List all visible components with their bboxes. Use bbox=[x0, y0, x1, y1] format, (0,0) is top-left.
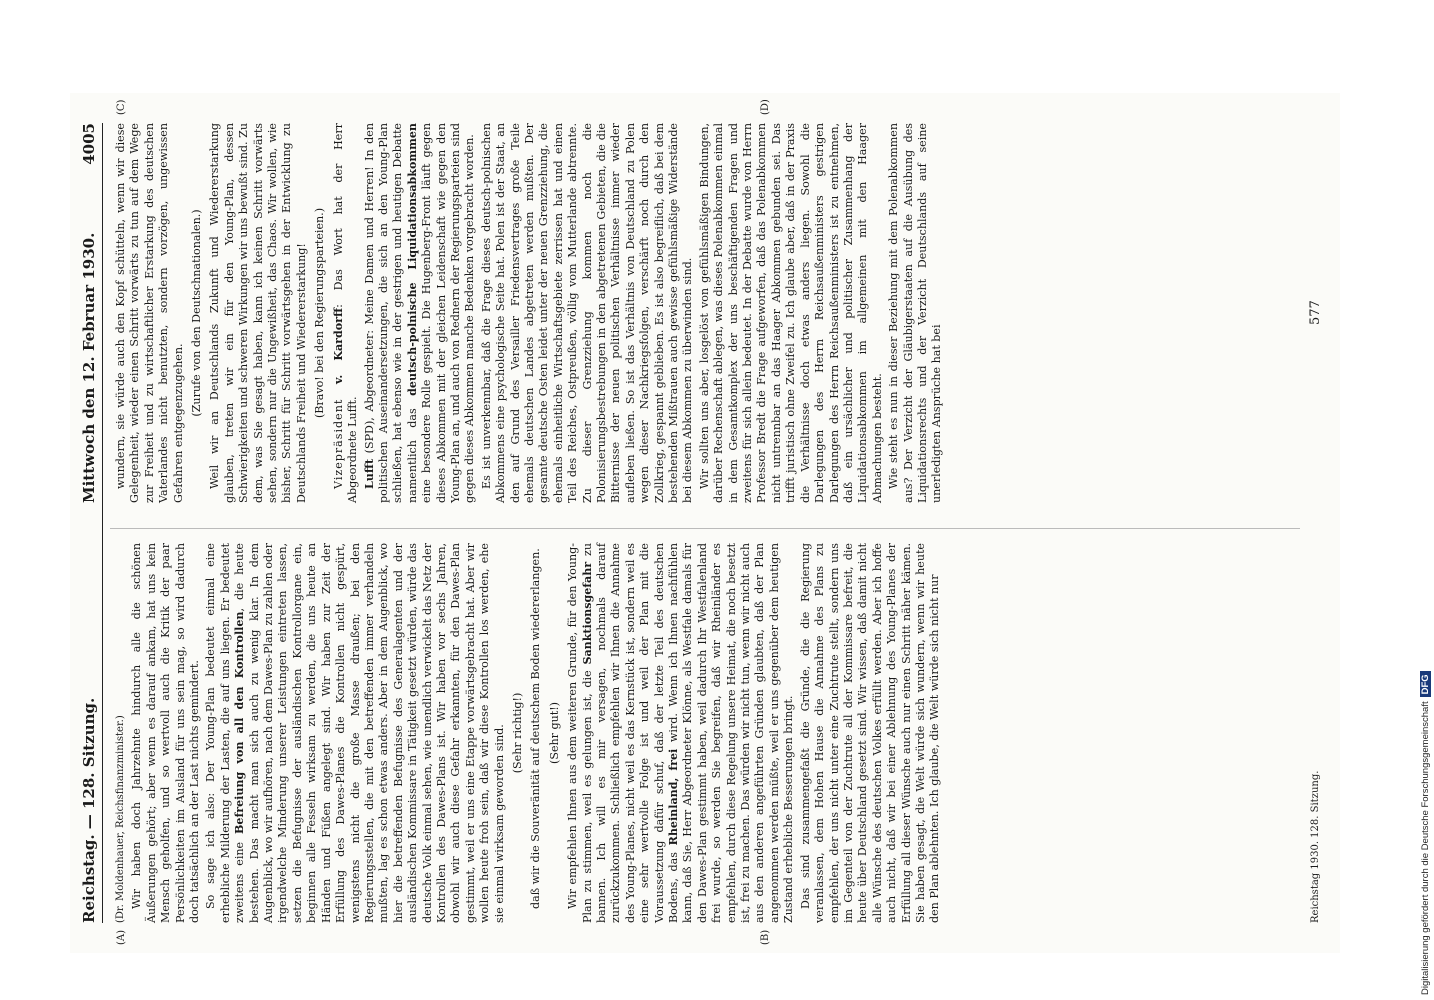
page-header bbox=[76, 123, 103, 923]
column-divider bbox=[110, 528, 1300, 529]
emphasis: Befreiung von all den Kontrollen bbox=[233, 611, 247, 834]
paragraph: daß wir die Souveränität auf deutschem Boden wiedererlangen. bbox=[529, 548, 543, 909]
interjection: (Bravo! bei den Regierungsparteien.) bbox=[313, 207, 327, 419]
emphasis: Sanktionsgefahr bbox=[580, 561, 594, 665]
paragraph: Es ist unverkennbar, daß die Frage dieses deutsch-polnischen Abkommens eine psychologische Seite hat. Polen ist der Staat, an den auf Grund des Versailler Friedensvertrages große Teile ehemals deutschen Landes abgetreten werden mußten. Der gesamte deutsche Osten leidet unter der neuen Grenzziehung, die ehemals einheitliche Wirtschaftsgebiete zerrissen hat und einen Teil des Reiches, Ostpreußen, völlig vom Mutterlande abtrennte. Zu dieser Grenzziehung kommen noch die Polonisierungsbestrebungen in den abgetretenen Gebieten, die die Bitternisse der neuen politischen Verhältnisse immer wieder aufleben ließen. So ist das Verhältnis von Deutschland zu Polen wegen dieser Nachkriegsfolgen, verschärft noch durch den Zollkrieg, gespannt geblieben. Es ist also begreiflich, daß bei dem bestehenden Mißtrauen auch gewisse gefühlsmäßige Widerstände bei diesem Abkommen zu überwinden sind. bbox=[479, 123, 695, 503]
interjection: (Zurufe von den Deutschnationalen.) bbox=[190, 209, 204, 417]
paragraph: Vizepräsident v. Kardorff: Das Wort hat der Herr Abgeordnete Lufft. bbox=[331, 123, 360, 503]
interjection: (Sehr gut!) bbox=[547, 702, 561, 764]
paragraph: Das sind zusammengefaßt die Gründe, die die Regierung veranlassen, dem Hohen Hause die Annahme des Plans zu empfehlen, der uns nicht unter eine Zuchtrute stellt, sondern uns im Gegenteil von der Zuchtrute all der Kommissare befreit, die heute über Deutschland gesetzt sind. Wir wissen, daß damit nicht alle Wünsche des deutschen Volkes erfüllt werden. Aber ich hoffe auch nicht, daß wir bei einer Ablehnung des Young-Planes der Erfüllung all dieser Wünsche auch nur einen Schritt näher kämen. Sie haben gesagt, die Welt würde sich wundern, wenn wir heute den Plan ablehnten. Ich glaube, die Welt würde sich nicht nur bbox=[798, 543, 942, 923]
margin-mark-b: (B) bbox=[760, 929, 771, 945]
emphasis: deutsch-polnische Liquidationsabkommen bbox=[405, 123, 419, 396]
left-column bbox=[114, 543, 945, 923]
digitization-credit bbox=[1420, 10, 1431, 995]
right-column bbox=[114, 123, 947, 503]
footer-page-number: 577 bbox=[1308, 300, 1323, 325]
emphasis: Rheinland, frei bbox=[667, 748, 681, 846]
paragraph: Lufft (SPD), Abgeordneter: Meine Damen und Herren! In den politischen Auseinandersetzungen, die sich an den Young-Plan schließen, hat ebenso wie in der gestrigen und heutigen Debatte namentlich das deutsch-polnische Liquidationsabkommen eine besondere Rolle gespielt. Die Hugenberg-Front läuft gegen dieses Abkommen mit der gleichen Leidenschaft wie gegen den Young-Plan an, und auch von Rednern der Regierungsparteien sind gegen dieses Abkommen manche Bedenken vorgebracht worden. bbox=[362, 123, 477, 503]
margin-mark-a: (A) bbox=[116, 929, 127, 945]
header-page-number: 4005 bbox=[80, 123, 98, 165]
paragraph: So sage ich also: Der Young-Plan bedeutet einmal eine erhebliche Milderung der Lasten, die auf uns liegen. Er bedeutet zweitens eine Befreiung von all den Kontrollen, die heute bestehen. Das macht man sich auch zu wenig klar. In dem Augenblick, wo wir aufhören, nach dem Dawes-Plan zu zahlen oder irgendwelche Minderung unserer Leistungen eintreten lassen, setzen die Befugnisse der ausländischen Kontrollorgane ein, beginnen alle Fesseln wirksam zu werden, die uns heute an Händen und Füßen angelegt sind. Wir haben zur Zeit der Erfüllung des Dawes-Planes die Kontrollen nicht gespürt, wenigstens nicht die große Masse draußen; bei den Regierungsstellen, die mit den betreffenden immer verhandeln mußten, lag es schon etwas anders. Aber in dem Augenblick, wo hier die betreffenden Befugnisse des Generalagenten und der ausländischen Kommissare in Tätigkeit gesetzt würden, würde das deutsche Volk einmal sehen, wie unendlich verwickelt das Netz der Kontrollen des Dawes-Plans ist. Wir haben vor sechs Jahren, obwohl wir auch diese Gefahr erkannten, für den Dawes-Plan gestimmt, weil er uns eine Etappe vorwärtsgebracht hat. Aber wir wollen heute froh sein, daß wir diese Kontrollen los werden, ehe sie einmal wirksam geworden sind. bbox=[204, 543, 506, 923]
paragraph: Wie steht es nun in dieser Beziehung mit dem Polenabkommen aus? Der Verzicht der Gläubigerstaaten auf die Ausübung des Liquidationsrechts und der Verzicht Deutschlands auf seine unerledigten Ansprüche hat bei bbox=[887, 123, 944, 503]
speaker-name: Lufft bbox=[362, 458, 376, 489]
margin-mark-d: (D) bbox=[760, 99, 771, 115]
paragraph: Wir empfehlen Ihnen aus dem weiteren Grunde, für den Young-Plan zu stimmen, weil es gelungen ist, die Sanktionsgefahr zu bannen. Ich will es mir versagen, nochmals darauf zurückzukommen. Schließlich empfehlen wir Ihnen die Annahme des Young-Planes, nicht weil es das Kernstück ist, sondern weil es eine sehr wertvolle Folge ist und weil der Plan mit die Voraussetzung dafür schuf, daß der letzte Teil des deutschen Bodens, das Rheinland, frei wird. Wenn ich Ihnen nachfühlen kann, daß Sie, Herr Abgeordneter Klönne, als Westfale damals für den Dawes-Plan gestimmt haben, weil dadurch Ihr Westfalenland frei wurde, so werden Sie begreifen, daß wir Rheinländer es empfehlen, durch diese Regelung unsere Heimat, die noch besetzt ist, frei zu machen. Das würden wir nicht tun, wenn wir nicht auch aus den anderen angeführten Gründen glaubten, daß der Plan angenommen werden müßte, weil er uns gegenüber dem heutigen Zustand erhebliche Besserungen bringt. bbox=[566, 543, 796, 923]
paragraph: Wir haben doch Jahrzehnte hindurch alle die schönen Äußerungen gehört; aber wenn es darauf ankam, hat uns kein Mensch geholfen, und so wertvoll auch die Kritik der paar Persönlichkeiten im Ausland für uns sein mag, so wird dadurch doch tatsächlich an der Last nichts gemindert. bbox=[130, 543, 202, 923]
dfg-logo: DFG bbox=[1420, 671, 1431, 697]
header-session: Reichstag. — 128. Sitzung. bbox=[80, 697, 98, 923]
scanned-page bbox=[70, 93, 1340, 953]
header-date: Mittwoch den 12. Februar 1930. bbox=[80, 232, 98, 503]
margin-mark-c: (C) bbox=[116, 99, 127, 115]
credit-text: Digitalisierung gefördert durch die Deutsche Forschungsgemeinschaft bbox=[1420, 701, 1431, 995]
emphasis: v. Kardorff bbox=[331, 307, 345, 384]
speaker-note: (Dr. Moldenhauer, Reichsfinanzminister.) bbox=[115, 715, 126, 923]
paragraph: Wir sollten uns aber, losgelöst von gefühlsmäßigen Bindungen, darüber Rechenschaft ablegen, was dieses Polenabkommen einmal in dem Gesamtkomplex der uns beschäftigenden Fragen und zweitens für sich allein bedeutet. In der Debatte wurde von Herrn Professor Bredt die Frage aufgeworfen, daß das Polenabkommen nicht untrennbar an das Haager Abkommen gebunden sei. Das trifft juristisch ohne Zweifel zu. Ich glaube aber, daß in der Praxis die Verhältnisse doch etwas anders liegen. Sowohl die Darlegungen des Herrn Reichsaußenministers gestrigen Darlegungen des Herrn Reichsaußenministers ist zu entnehmen, daß ein ursächlicher und politischer Zusammenhang der Liquidationsabkommen im allgemeinen mit den Haager Abmachungen besteht. bbox=[697, 123, 884, 503]
paragraph: Weil wir an Deutschlands Zukunft und Wiedererstarkung glauben, treten wir ein für den Young-Plan, dessen Schwierigkeiten und schweren Wirkungen wir uns bewußt sind. Zu dem, was Sie gesagt haben, kann ich keinen Schritt vorwärts sehen, sondern nur die Ungewißheit, das Chaos. Wir wollen, wie bisher, Schritt für Schritt vorwärtsgehen in der Entwicklung zu Deutschlands Freiheit und Wiedererstarkung! bbox=[208, 123, 308, 503]
paragraph: wundern, sie würde auch den Kopf schütteln, wenn wir diese Gelegenheit, wieder einen Schritt vorwärts zu tun auf dem Wege zur Freiheit und zu wirtschaftlicher Erstarkung des deutschen Vaterlandes nicht benutzten, sondern vorzögen, ungewissen Gefahren entgegenzugehen. bbox=[114, 123, 185, 503]
interjection: (Sehr richtig!) bbox=[510, 692, 524, 774]
footer-reference: Reichstag 1930. 128. Sitzung. bbox=[1310, 770, 1321, 923]
